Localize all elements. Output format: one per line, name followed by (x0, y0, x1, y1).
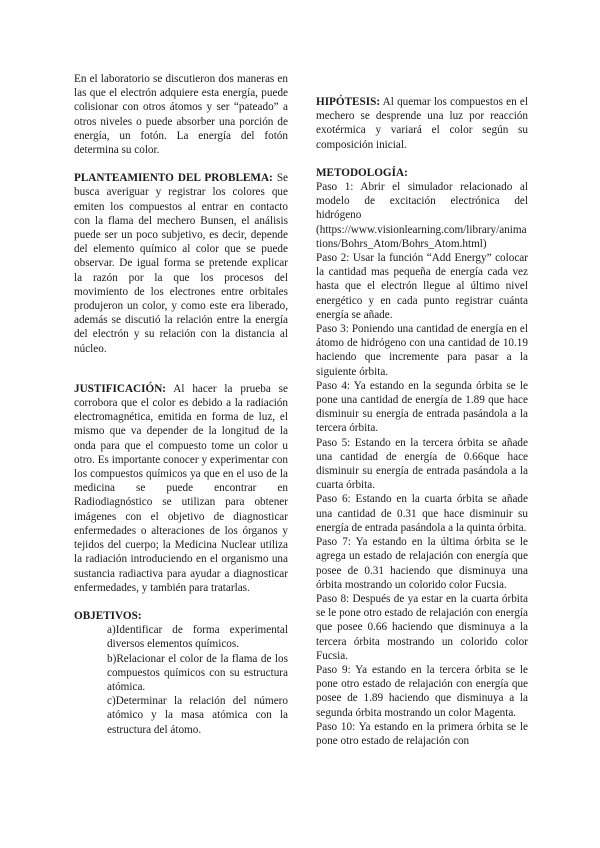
methodology-step: Paso 1: Abrir el simulador relacionado al modelo de excitación electrónica del hidrógeno (316, 181, 528, 222)
methodology-step: Paso 5: Estando en la tercera órbita se añade una cantidad de energía de 0.66que hace disminuir su energía de entrada pasándola a la cuarta órbita. (316, 436, 528, 492)
methodology-step: Paso 7: Ya estando en la última órbita se le agrega un estado de relajación con energía que posee de 0.31 haciendo que disminuya una órbita mostrando un colorido color Fucsia. (316, 536, 528, 591)
methodology-step: Paso 4: Ya estando en la segunda órbita se le pone una cantidad de energía de 1.89 que hace disminuir su energía de entrada pasándola a la tercera órbita. (316, 379, 528, 435)
left-column (74, 72, 288, 737)
methodology-step: Paso 3: Poniendo una cantidad de energía en el átomo de hidrógeno con una cantidad de 10.19 haciendo que incremente para pasar a la siguiente órbita. (316, 323, 528, 378)
objectives-list (74, 623, 288, 737)
hypothesis-section (316, 95, 528, 152)
right-column (316, 95, 528, 748)
justification-section (74, 382, 288, 595)
intro-paragraph: En el laboratorio se discutieron dos maneras en las que el electrón adquiere esta energía, puede colisionar con otros átomos y ser “pateado” a otros niveles o puede absorber una porción de energía, un fotón. La energía del fotón determina su color. (74, 73, 288, 157)
problem-text: Se busca averiguar y registrar los colores que emiten los compuestos al entrar en contacto con la flama del mechero Bunsen, el análisis puede ser un poco subjetivo, es decir, depende del elemento químico al color que se puede observar. De igual forma se pretende explicar la razón por la que los procesos del movimiento de los electrones entre orbitales produjeron un color, y como este era liberado, además se discutió la relación entre la energía del electrón y su relación con la distancia al núcleo. (74, 172, 288, 355)
problem-heading: PLANTEAMIENTO DEL PROBLEMA: (74, 172, 273, 185)
methodology-heading: METODOLOGÍA: (316, 166, 408, 179)
justification-text: Al hacer la prueba se corrobora que el color es debido a la radiación electromagnética, emitida en forma de luz, el mismo que va depender de la longitud de la onda para que el compuesto tome un color u otro. Es importante conocer y experimentar con los compuestos químicos ya que en el uso de la medicina se puede encontrar en Radiodiagnóstico se utilizan para obtener imágenes con el objetivo de diagnosticar enfermedades o alteraciones de los órganos y tejidos del cuerpo; la Medicina Nuclear utiliza la radiación introduciendo en el organismo una sustancia radiactiva para ayudar a diagnosticar enfermedades, y también para tratarlas. (74, 382, 288, 594)
methodology-step: Paso 6: Estando en la cuarta órbita se añade una cantidad de 0.31 que hace disminuir su energía de entrada pasándola a la quinta órbita. (316, 493, 528, 534)
simulator-url: (https://www.visionlearning.com/library/animations/Bohrs_Atom/Bohrs_Atom.html) (316, 223, 527, 250)
objective-item: c)Determinar la relación del número atómico y la masa atómica con la estructura del átomo. (107, 695, 288, 736)
objectives-heading: OBJETIVOS: (74, 609, 142, 622)
justification-heading: JUSTIFICACIÓN: (74, 382, 166, 395)
problem-section (74, 171, 288, 356)
hypothesis-text: Al quemar los compuestos en el mechero se desprende una luz por reacción exotérmica y variará el color según su composición inicial. (316, 96, 528, 151)
methodology-step: Paso 9: Ya estando en la tercera órbita se le pone otro estado de relajación con energía que posee de 1.89 haciendo que disminuya a la segunda órbita mostrando un color Magenta. (316, 663, 528, 719)
objective-item: b)Relacionar el color de la flama de los compuestos químicos con su estructura atómica. (107, 652, 288, 693)
hypothesis-heading: HIPÓTESIS: (316, 96, 381, 108)
methodology-step: Paso 2: Usar la función “Add Energy” colocar la cantidad mas pequeña de energía cada vez hasta que el electrón llegue al último nivel energético y en cada punto registrar cuánta energía se añade. (316, 252, 528, 321)
methodology-step: Paso 10: Ya estando en la primera órbita se le pone otro estado de relajación con (316, 720, 528, 747)
objective-item: a)Identificar de forma experimental diversos elementos químicos. (107, 624, 288, 651)
methodology-step: Paso 8: Después de ya estar en la cuarta órbita se le pone otro estado de relajación con energía que posee 0.66 haciendo que disminuya a la tercera órbita mostrando un colorido color Fucsia. (316, 592, 528, 662)
